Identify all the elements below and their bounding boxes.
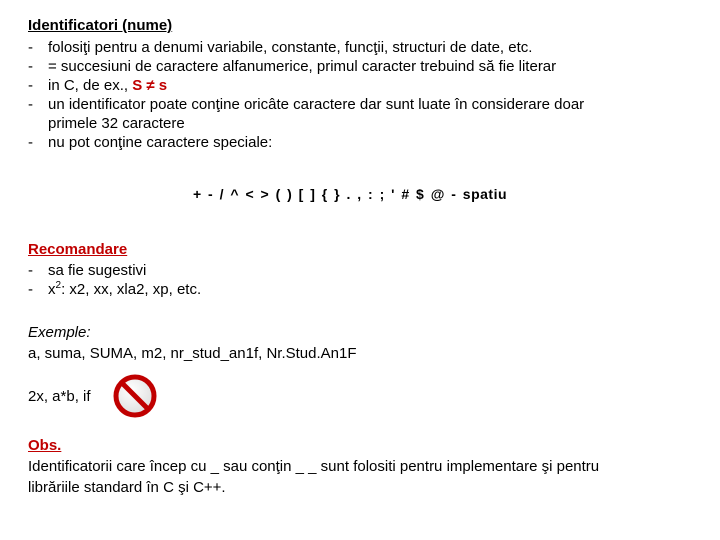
list-item: - nu pot conţine caractere speciale: xyxy=(28,134,273,151)
recommendation-title: Recomandare xyxy=(28,241,128,258)
dash: - xyxy=(28,77,33,94)
no-entry-icon xyxy=(113,374,157,418)
dash: - xyxy=(28,134,33,151)
list-item: - $x^2$: x2, xx, xla2, xp, etc. xyxy=(28,280,202,298)
list-item-continuation: primele 32 caractere xyxy=(48,115,185,132)
dash: - xyxy=(28,262,33,279)
case-sensitivity-highlight: S ≠ s xyxy=(132,77,168,94)
recommendation-list xyxy=(28,261,708,299)
identifiers-list xyxy=(28,38,708,152)
identifiers-title: Identificatori (nume) xyxy=(28,17,173,34)
superscript: 2 xyxy=(55,280,62,291)
observation-line-1: Identificatorii care încep cu _ sau conţin _ _ sunt folositi pentru implementare şi pentru xyxy=(28,458,600,475)
list-item: - = succesiuni de caractere alfanumerice, primul caracter trebuind să fie literar xyxy=(28,58,557,75)
invalid-examples: 2x, a*b, if xyxy=(28,388,91,405)
observation-line-2: librăriile standard în C şi C++. xyxy=(28,479,226,496)
dash: - xyxy=(28,39,33,56)
dash: - xyxy=(28,281,33,298)
list-item: - un identificator poate conţine oricâte caractere dar sunt luate în considerare doar xyxy=(28,96,585,113)
observation-title: Obs. xyxy=(28,437,62,454)
list-item: - sa fie sugestivi xyxy=(28,262,147,279)
valid-examples: a, suma, SUMA, m2, nr_stud_an1f, Nr.Stud.An1F xyxy=(28,345,357,362)
dash: - xyxy=(28,58,33,75)
list-item: - folosiţi pentru a denumi variabile, constante, funcţii, structuri de date, etc. xyxy=(28,39,533,56)
special-characters: + - / ^ < > ( ) [ ] { } . , : ; ' # $ @ - spatiu xyxy=(192,186,508,202)
dash: - xyxy=(28,96,33,113)
list-item: - in C, de ex., S ≠ s xyxy=(28,77,168,94)
examples-title: Exemple: xyxy=(28,324,91,341)
